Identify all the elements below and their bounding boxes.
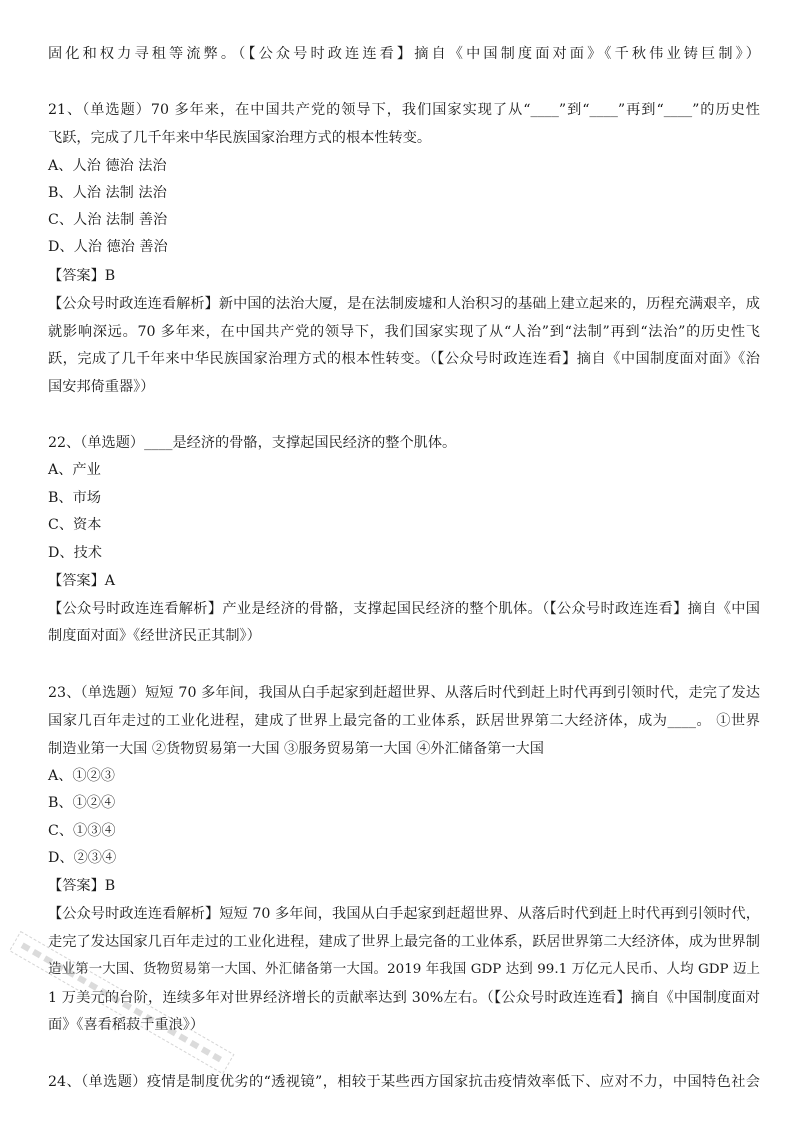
q23-explanation-line-1: 【公众号时政连连看解析】短短 70 多年间，我国从白手起家到赶超世界、从落后时代到赶上时代再到引领时代， (48, 906, 760, 922)
q22-stem: 22、（单选题）____是经济的骨骼，支撑起国民经济的整个肌体。 (48, 435, 457, 451)
q23-explanation-line-3: 造业第一大国、货物贸易第一大国、外汇储备第一大国。2019 年我国 GDP 达到 99.1 万亿元人民币、人均 GDP 迈上 (48, 962, 760, 977)
q23-option-b: B、①②④ (48, 795, 116, 811)
q21-option-c: C、人治 法制 善治 (48, 212, 168, 228)
q23-stem-line-3: 制造业第一大国 ②货物贸易第一大国 ③服务贸易第一大国 ④外汇储备第一大国 (48, 741, 544, 757)
q21-explanation-line-2: 就影响深远。70 多年来，在中国共产党的领导下，我们国家实现了从“人治”到“法制”再到“法治”的历史性飞 (48, 324, 760, 340)
prev-explanation-tail: 固化和权力寻租等流弊。（【公众号时政连连看】摘自《中国制度面对面》《千秋伟业铸巨制》） (48, 46, 760, 62)
q22-option-b: B、市场 (48, 490, 101, 506)
q21-option-d: D、人治 德治 善治 (48, 239, 168, 255)
q21-explanation-line-3: 跃，完成了几千年来中华民族国家治理方式的根本性转变。（【公众号时政连连看】摘自《中国制度面对面》《治 (48, 351, 760, 367)
q22-option-a: A、产业 (48, 462, 101, 478)
q23-option-d: D、②③④ (48, 850, 117, 866)
q23-stem-line-1: 23、（单选题）短短 70 多年间，我国从白手起家到赶超世界、从落后时代到赶上时代再到引领时代，走完了发达 (48, 685, 760, 701)
q21-answer: 【答案】B (48, 268, 116, 284)
q23-explanation-line-2: 走完了发达国家几百年走过的工业化进程，建成了世界上最完备的工业体系，跃居世界第二大经济体，成为世界制 (48, 934, 760, 950)
q22-explanation-line-1: 【公众号时政连连看解析】产业是经济的骨骼，支撑起国民经济的整个肌体。（【公众号时政连连看】摘自《中国 (48, 601, 760, 617)
q23-explanation-line-5: 面》《喜看稻菽千重浪》） (48, 1017, 205, 1033)
q23-explanation-line-4: 1 万美元的台阶，连续多年对世界经济增长的贡献率达到 30%左右。（【公众号时政连连看】摘自《中国制度面对 (48, 990, 760, 1006)
q22-option-c: C、资本 (48, 517, 102, 533)
q23-answer: 【答案】B (48, 878, 116, 894)
q21-explanation-line-4: 国安邦倚重器》） (48, 379, 155, 395)
q23-stem-line-2: 国家几百年走过的工业化进程，建成了世界上最完备的工业体系，跃居世界第二大经济体，成为____。 ①世界 (48, 713, 760, 729)
q24-stem-line-1: 24、（单选题）疫情是制度优劣的“透视镜”，相较于某些西方国家抗击疫情效率低下、应对不力，中国特色社会 (48, 1074, 760, 1090)
q22-answer: 【答案】A (48, 573, 115, 589)
q21-stem-line-1: 21、（单选题）70 多年来，在中国共产党的领导下，我们国家实现了从“____”到“____”再到“____”的历史性 (48, 102, 760, 118)
q21-stem-line-2: 飞跃，完成了几千年来中华民族国家治理方式的根本性转变。 (48, 130, 432, 146)
q23-option-a: A、①②③ (48, 768, 115, 784)
q22-option-d: D、技术 (48, 545, 102, 561)
q22-explanation-line-2: 制度面对面》《经世济民正其制》） (48, 628, 261, 644)
q21-option-b: B、人治 法制 法治 (48, 185, 167, 201)
q23-option-c: C、①③④ (48, 823, 116, 839)
q21-option-a: A、人治 德治 法治 (48, 158, 167, 174)
q21-explanation-line-1: 【公众号时政连连看解析】新中国的法治大厦，是在法制废墟和人治积习的基础上建立起来的，历程充满艰辛，成 (48, 296, 760, 312)
